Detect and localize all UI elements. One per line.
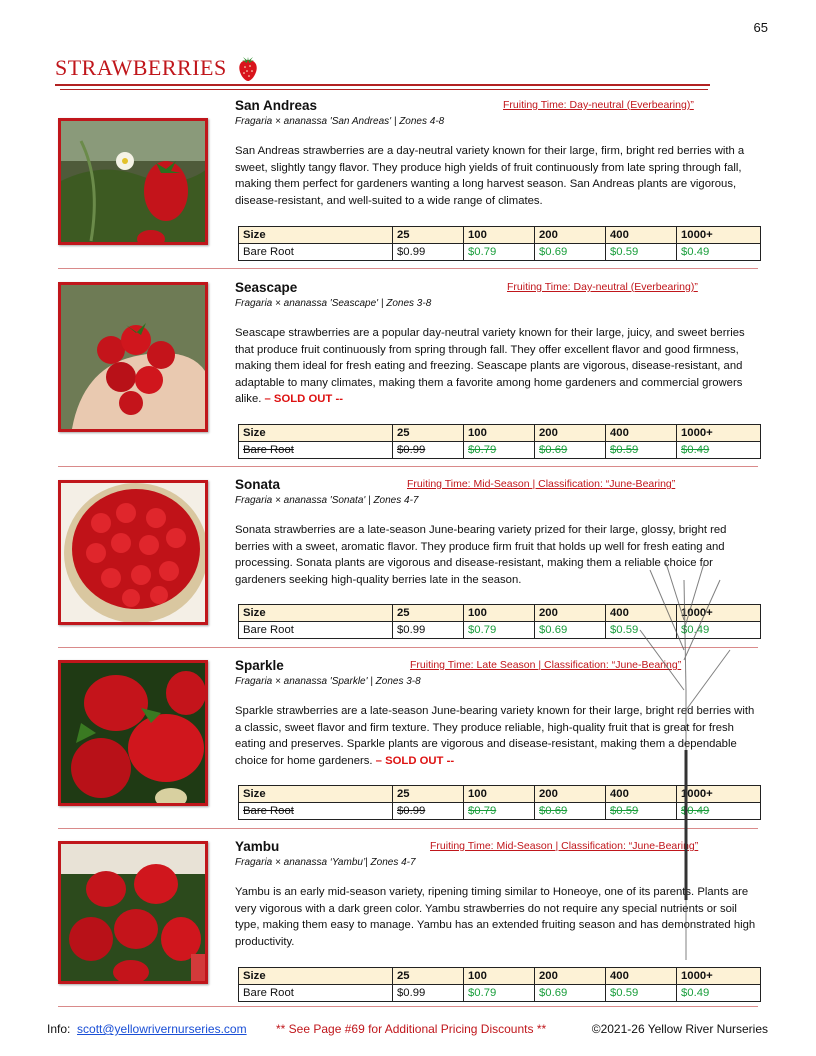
table-header-cell: 100	[464, 425, 535, 442]
table-header-cell: 100	[464, 605, 535, 622]
variety-name: Sonata	[235, 477, 281, 492]
product-photo	[58, 480, 208, 625]
sold-out-badge: – SOLD OUT --	[375, 754, 455, 767]
info-label: Info:	[47, 1022, 71, 1036]
table-cell: Bare Root	[239, 622, 393, 639]
table-row	[239, 985, 761, 1002]
table-header-cell: 200	[535, 605, 606, 622]
copyright: ©2021-26 Yellow River Nurseries	[591, 1022, 768, 1036]
table-cell: $0.79	[464, 622, 535, 639]
fruiting-time: Fruiting Time: Day-neutral (Everbearing)”	[503, 99, 694, 111]
description	[235, 522, 763, 588]
table-header-cell: 1000+	[677, 605, 761, 622]
table-header-cell: 25	[393, 227, 464, 244]
variety-name: Sparkle	[235, 658, 284, 673]
fruiting-time: Fruiting Time: Mid-Season | Classification: “June-Bearing”	[430, 840, 699, 852]
table-cell: $0.69	[535, 622, 606, 639]
table-header-cell: Size	[239, 786, 393, 803]
product-photo	[58, 660, 208, 806]
page-number: 65	[753, 20, 768, 35]
table-header-cell: 1000+	[677, 425, 761, 442]
table-header-row	[239, 605, 761, 622]
table-cell: $0.79	[464, 803, 535, 820]
table-row	[239, 442, 761, 459]
table-header-cell: Size	[239, 425, 393, 442]
table-cell: Bare Root	[239, 803, 393, 820]
table-header-cell: 400	[606, 425, 677, 442]
description-text: Seascape strawberries are a popular day-neutral variety known for their large, juicy, and sweet berries that produce fruit continuously from spring through fall. They offer excellent flavor and good firmness, making them ideal for fresh eating and freezing. Seascape plants are vigorous, disease-resistant, and adaptable to many climates, making them a favorite among home gardeners and commercial growers alike.	[235, 327, 745, 405]
description-text: Sparkle strawberries are a late-season June-bearing variety known for their large, bright red berries with a classic, sweet flavor and firm texture. They produce reliable, high-quality fruit that is great for fresh eating and preserves. Sparkle plants are vigorous and disease-resistant, making them a dependable choice for home gardeners.	[235, 705, 755, 767]
strawberry-icon	[236, 54, 260, 82]
table-header-cell: 1000+	[677, 786, 761, 803]
title-rule	[55, 84, 710, 86]
table-header-cell: 200	[535, 425, 606, 442]
table-cell: $0.69	[535, 442, 606, 459]
table-cell: $0.79	[464, 244, 535, 261]
table-row	[239, 244, 761, 261]
table-header-cell: 25	[393, 968, 464, 985]
description	[235, 143, 763, 209]
table-cell: $0.59	[606, 985, 677, 1002]
table-cell: $0.69	[535, 803, 606, 820]
description-text: Sonata strawberries are a late-season June-bearing variety prized for their large, glossy, bright red berries with a sweet, aromatic flavor. They produce firm fruit that holds up well for fresh eating and processing. Sonata plants are vigorous and disease-resistant, making them a reliable choice for gardeners seeking high-quality berries late in the season.	[235, 524, 727, 586]
divider	[58, 1006, 758, 1007]
table-cell: $0.79	[464, 985, 535, 1002]
table-header-cell: 400	[606, 227, 677, 244]
table-row	[239, 803, 761, 820]
fruiting-time: Fruiting Time: Day-neutral (Everbearing)”	[507, 281, 698, 293]
table-header-cell: 400	[606, 968, 677, 985]
divider	[58, 828, 758, 829]
table-cell: $0.59	[606, 442, 677, 459]
price-table	[238, 604, 761, 639]
email-link[interactable]: scott@yellowrivernurseries.com	[77, 1022, 247, 1036]
fruiting-time: Fruiting Time: Mid-Season | Classification: “June-Bearing”	[407, 478, 676, 490]
description	[235, 703, 763, 769]
price-table	[238, 785, 761, 820]
table-header-row	[239, 227, 761, 244]
table-cell: $0.99	[393, 803, 464, 820]
table-header-cell: Size	[239, 227, 393, 244]
description	[235, 325, 763, 408]
product-photo	[58, 282, 208, 432]
footer-info	[47, 1022, 247, 1036]
divider	[58, 647, 758, 648]
price-table	[238, 967, 761, 1002]
table-cell: $0.49	[677, 985, 761, 1002]
scientific-name: Fragaria × ananassa 'Sparkle' | Zones 3-8	[235, 676, 421, 687]
description	[235, 884, 763, 950]
table-header-row	[239, 968, 761, 985]
divider	[58, 466, 758, 467]
scientific-name: Fragaria × ananassa ‘Yambu’| Zones 4-7	[235, 857, 416, 868]
scientific-name: Fragaria × ananassa 'Seascape' | Zones 3-8	[235, 298, 432, 309]
price-table	[238, 226, 761, 261]
table-header-row	[239, 425, 761, 442]
table-cell: $0.49	[677, 442, 761, 459]
table-cell: Bare Root	[239, 985, 393, 1002]
table-header-row	[239, 786, 761, 803]
divider	[58, 268, 758, 269]
table-cell: $0.79	[464, 442, 535, 459]
table-header-cell: 400	[606, 605, 677, 622]
table-cell: $0.69	[535, 244, 606, 261]
title-rule-thin	[60, 89, 708, 90]
table-header-cell: Size	[239, 605, 393, 622]
section-title: STRAWBERRIES	[55, 55, 227, 80]
description-text: Yambu is an early mid-season variety, ripening timing similar to Honeoye, one of its parents. Plants are very vigorous with a dark green color. Yambu strawberries do not require any special nutrients or soil type, making them easy to manage. Yambu has an extended fruiting season and has demonstrated high productivity.	[235, 886, 756, 948]
table-header-cell: 1000+	[677, 227, 761, 244]
sold-out-badge: – SOLD OUT --	[264, 393, 343, 405]
table-header-cell: 1000+	[677, 968, 761, 985]
table-header-cell: 200	[535, 968, 606, 985]
table-cell: Bare Root	[239, 244, 393, 261]
table-header-cell: 200	[535, 227, 606, 244]
table-cell: $0.99	[393, 244, 464, 261]
table-header-cell: 25	[393, 425, 464, 442]
table-header-cell: 400	[606, 786, 677, 803]
table-header-cell: 25	[393, 786, 464, 803]
table-header-cell: 100	[464, 968, 535, 985]
table-cell: $0.49	[677, 622, 761, 639]
description-text: San Andreas strawberries are a day-neutral variety known for their large, firm, bright red berries with a sweet, slightly tangy flavor. They produce high yields of fruit continuously from late spring through fall, making them perfect for gardeners wanting a long harvest season. San Andreas plants are vigorous, disease-resistant, and well-suited to a wide range of climates.	[235, 145, 745, 207]
table-header-cell: 100	[464, 227, 535, 244]
table-row	[239, 622, 761, 639]
table-cell: $0.99	[393, 442, 464, 459]
table-cell: $0.49	[677, 803, 761, 820]
fruiting-time: Fruiting Time: Late Season | Classification: “June-Bearing”	[410, 659, 682, 671]
table-cell: $0.59	[606, 244, 677, 261]
variety-name: Seascape	[235, 280, 298, 295]
table-header-cell: 200	[535, 786, 606, 803]
table-cell: $0.59	[606, 803, 677, 820]
table-cell: $0.69	[535, 985, 606, 1002]
pricing-note: ** See Page #69 for Additional Pricing Discounts **	[276, 1022, 547, 1036]
price-table	[238, 424, 761, 459]
product-photo	[58, 118, 208, 245]
product-photo	[58, 841, 208, 984]
scientific-name: Fragaria × ananassa 'San Andreas' | Zones 4-8	[235, 116, 445, 127]
variety-name: Yambu	[235, 839, 280, 854]
table-header-cell: Size	[239, 968, 393, 985]
table-cell: $0.49	[677, 244, 761, 261]
table-header-cell: 100	[464, 786, 535, 803]
variety-name: San Andreas	[235, 98, 318, 113]
table-header-cell: 25	[393, 605, 464, 622]
table-cell: $0.99	[393, 985, 464, 1002]
table-cell: Bare Root	[239, 442, 393, 459]
scientific-name: Fragaria × ananassa 'Sonata' | Zones 4-7	[235, 495, 419, 506]
table-cell: $0.99	[393, 622, 464, 639]
table-cell: $0.59	[606, 622, 677, 639]
